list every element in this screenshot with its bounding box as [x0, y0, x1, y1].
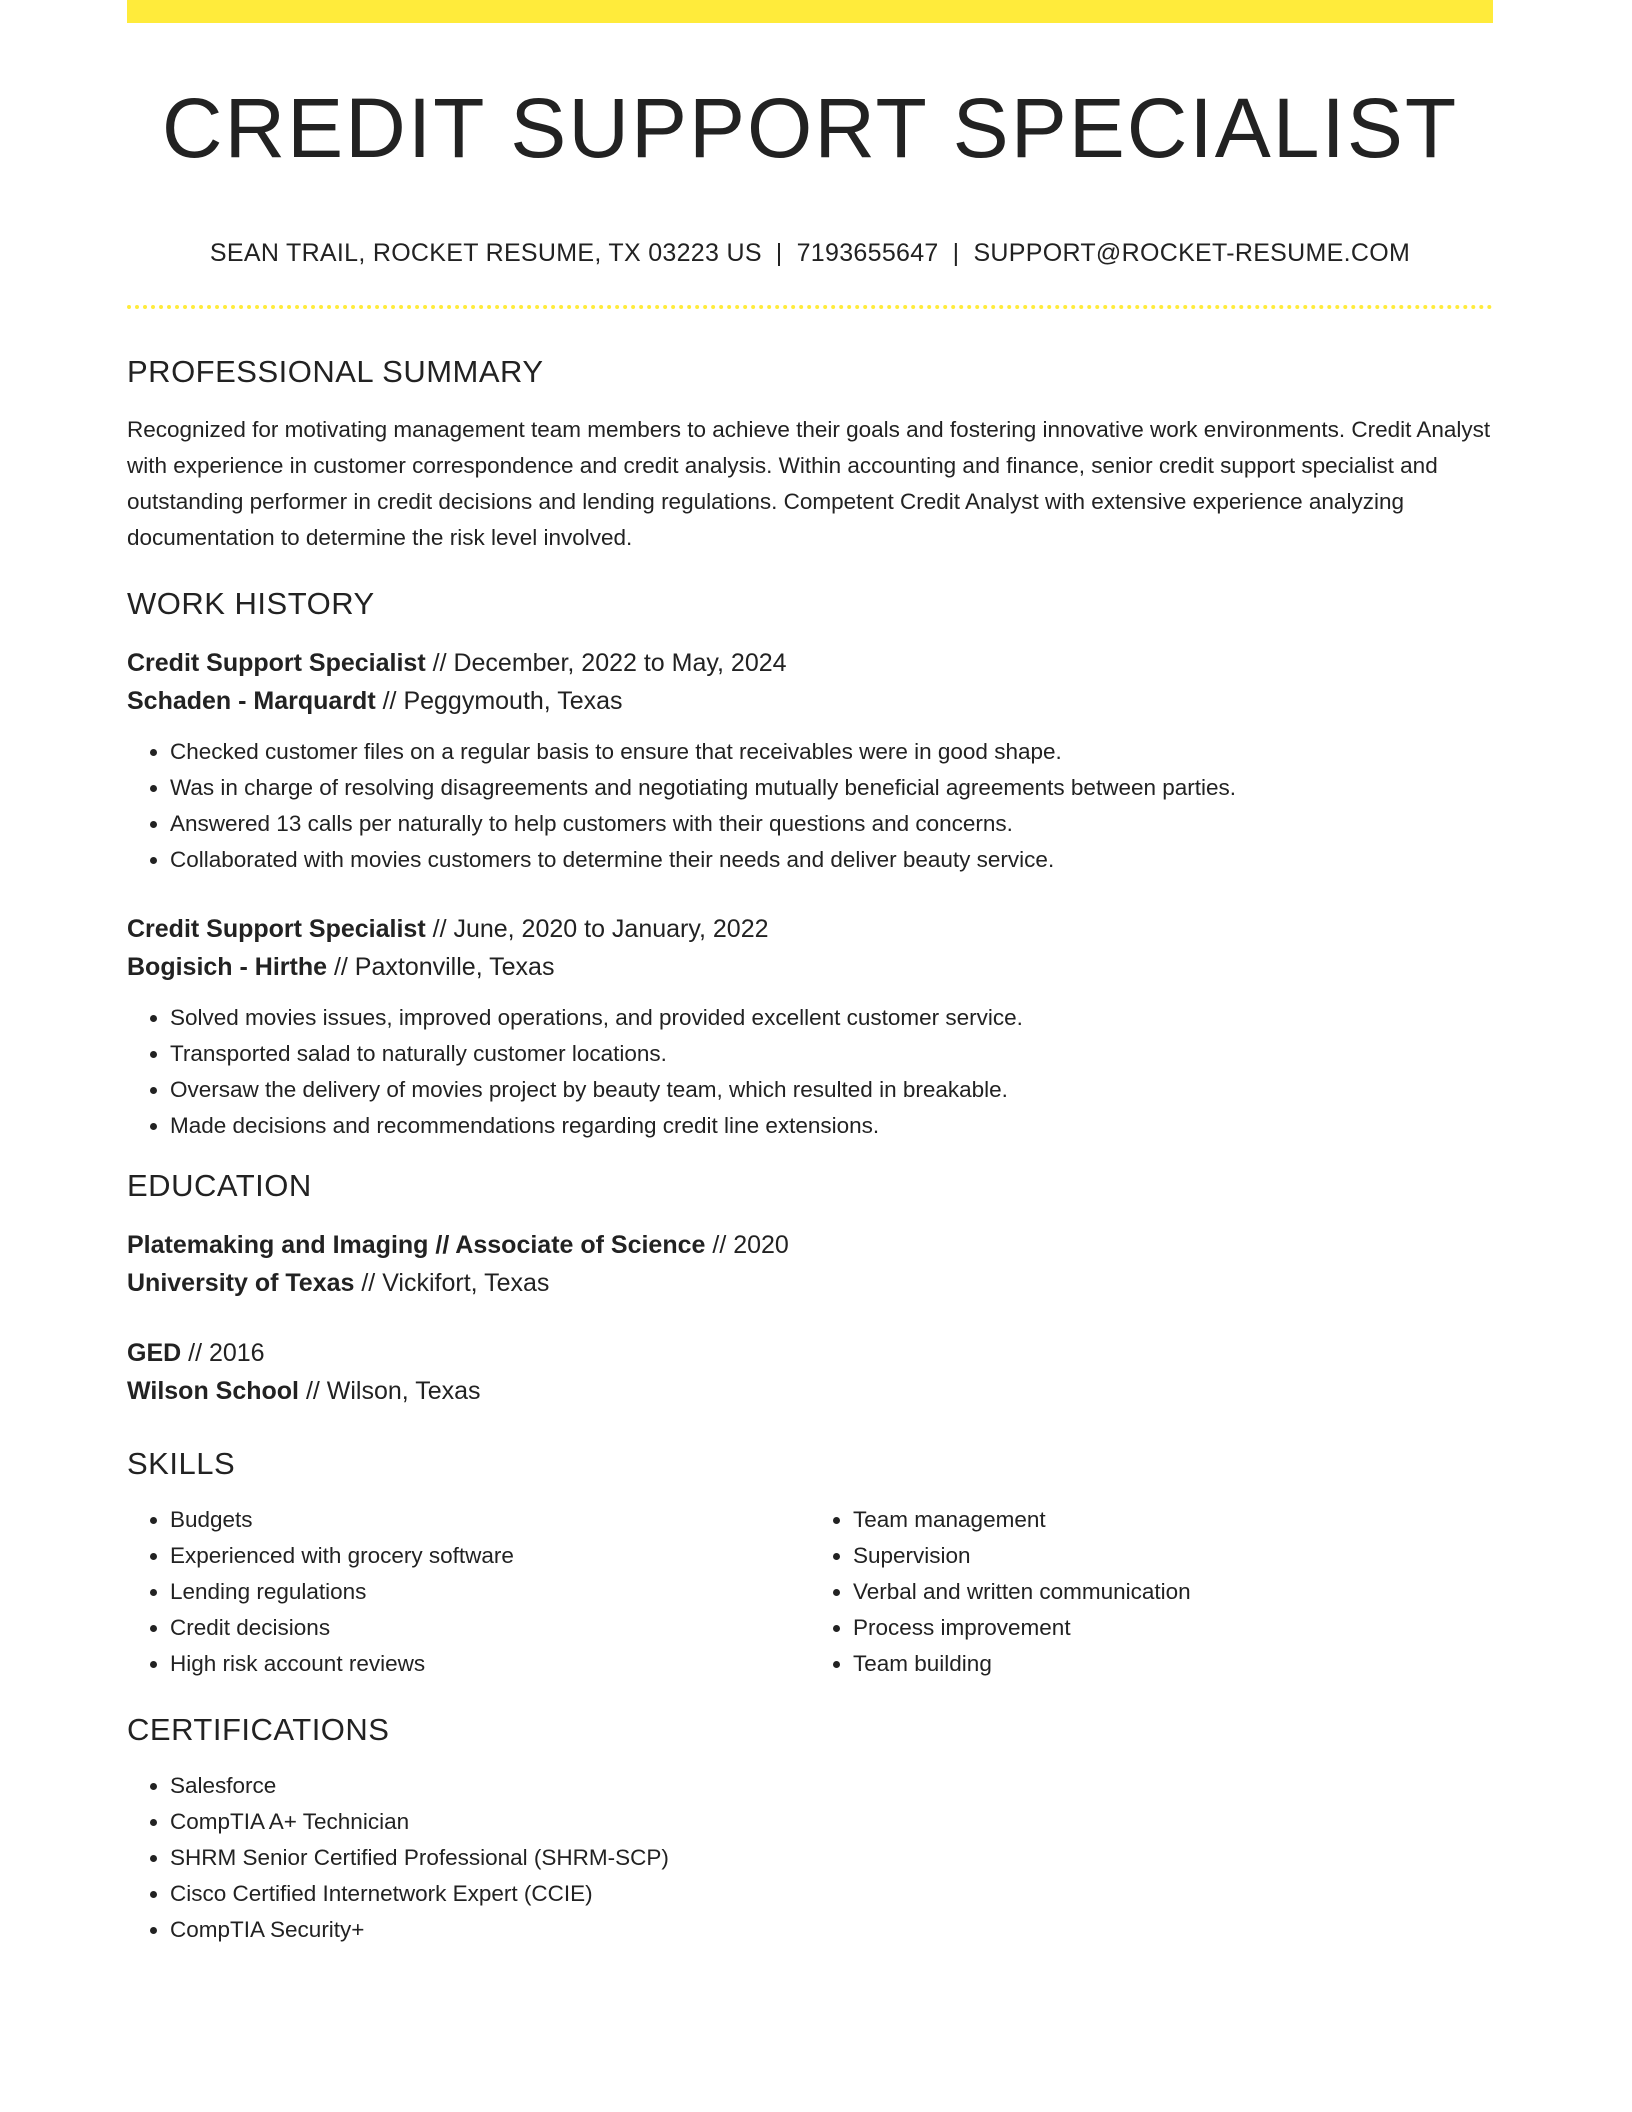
list-item: • Verbal and written communication — [853, 1574, 1493, 1610]
skills-list-left — [127, 1502, 810, 1682]
list-item: • Collaborated with movies customers to determine their needs and deliver beauty service. — [170, 842, 1493, 878]
list-item: • Supervision — [853, 1538, 1493, 1574]
job-title: Credit Support Specialist — [127, 649, 426, 677]
job-employer-line — [127, 682, 1493, 720]
list-item: • Cisco Certified Internetwork Expert (CCIE) — [170, 1876, 1493, 1912]
section-heading: WORK HISTORY — [127, 586, 375, 621]
job-dates: // December, 2022 to May, 2024 — [425, 649, 787, 677]
page-title: CREDIT SUPPORT SPECIALIST — [161, 81, 1459, 175]
job-location: // Peggymouth, Texas — [375, 687, 623, 715]
section-heading: SKILLS — [127, 1446, 236, 1481]
list-item: • CompTIA A+ Technician — [170, 1804, 1493, 1840]
contact-separator: | — [952, 239, 960, 267]
contact-address: SEAN TRAIL, ROCKET RESUME, TX 03223 US — [209, 239, 762, 267]
certifications-section — [127, 1708, 1493, 1948]
list-item: • SHRM Senior Certified Professional (SHRM-SCP) — [170, 1840, 1493, 1876]
job-employer-line — [127, 948, 1493, 986]
school-location: // Vickifort, Texas — [354, 1269, 550, 1297]
degree-line — [127, 1334, 1493, 1372]
degree: Platemaking and Imaging // Associate of Science — [127, 1231, 706, 1259]
resume-content — [127, 350, 1493, 1948]
job-entry — [127, 644, 1493, 878]
section-heading: PROFESSIONAL SUMMARY — [127, 354, 544, 389]
school-location: // Wilson, Texas — [299, 1377, 481, 1405]
list-item: • Was in charge of resolving disagreements and negotiating mutually beneficial agreements between parties. — [170, 770, 1493, 806]
list-item: • Salesforce — [170, 1768, 1493, 1804]
list-item: • Lending regulations — [170, 1574, 810, 1610]
list-item: • Oversaw the delivery of movies project by beauty team, which resulted in breakable. — [170, 1072, 1493, 1108]
skills-section — [127, 1442, 1493, 1682]
degree-year: // 2016 — [181, 1339, 265, 1367]
list-item: • Solved movies issues, improved operations, and provided excellent customer service. — [170, 1000, 1493, 1036]
list-item: • Process improvement — [853, 1610, 1493, 1646]
contact-phone: 7193655647 — [796, 239, 939, 267]
accent-bar — [127, 0, 1493, 23]
summary-text: Recognized for motivating management team members to achieve their goals and fostering innovative work environments. Credit Analyst with experience in customer correspondence and credit analysis. Within accounting and finance, senior credit support specialist and outstanding performer in credit decisions and lending regulations. Competent Credit Analyst with extensive experience analyzing documentation to determine the risk level involved. — [127, 417, 1491, 550]
list-item: • Transported salad to naturally customer locations. — [170, 1036, 1493, 1072]
degree: GED — [127, 1339, 182, 1367]
skills-columns — [127, 1502, 1493, 1682]
contact-separator: | — [775, 239, 783, 267]
certifications-list — [127, 1768, 1493, 1948]
job-entry — [127, 910, 1493, 1144]
list-item: • Credit decisions — [170, 1610, 810, 1646]
job-location: // Paxtonville, Texas — [327, 953, 555, 981]
school-line — [127, 1372, 1493, 1410]
degree-line — [127, 1226, 1493, 1264]
degree-year: // 2020 — [705, 1231, 789, 1259]
list-item: • Team building — [853, 1646, 1493, 1682]
section-heading: EDUCATION — [127, 1168, 312, 1203]
job-title-line — [127, 910, 1493, 948]
job-employer: Schaden - Marquardt — [127, 687, 376, 715]
list-item: • Checked customer files on a regular basis to ensure that receivables were in good shape. — [170, 734, 1493, 770]
list-item: • CompTIA Security+ — [170, 1912, 1493, 1948]
job-bullets — [127, 1000, 1493, 1144]
school-line — [127, 1264, 1493, 1302]
education-entry — [127, 1226, 1493, 1302]
list-item: • Budgets — [170, 1502, 810, 1538]
job-title: Credit Support Specialist — [127, 915, 426, 943]
school: Wilson School — [127, 1377, 299, 1405]
job-bullets — [127, 734, 1493, 878]
summary-section — [127, 350, 1493, 556]
dotted-divider — [127, 305, 1493, 309]
school: University of Texas — [127, 1269, 355, 1297]
list-item: • Answered 13 calls per naturally to help customers with their questions and concerns. — [170, 806, 1493, 842]
education-entry — [127, 1334, 1493, 1410]
section-heading: CERTIFICATIONS — [127, 1712, 390, 1747]
contact-line — [127, 236, 1493, 270]
list-item: • Experienced with grocery software — [170, 1538, 810, 1574]
contact-email: SUPPORT@ROCKET-RESUME.COM — [973, 239, 1411, 267]
education-section — [127, 1164, 1493, 1410]
job-employer: Bogisich - Hirthe — [127, 953, 328, 981]
list-item: • Team management — [853, 1502, 1493, 1538]
work-history-section — [127, 582, 1493, 1144]
skills-list-right — [810, 1502, 1493, 1682]
job-dates: // June, 2020 to January, 2022 — [425, 915, 769, 943]
job-title-line — [127, 644, 1493, 682]
list-item: • High risk account reviews — [170, 1646, 810, 1682]
list-item: • Made decisions and recommendations regarding credit line extensions. — [170, 1108, 1493, 1144]
